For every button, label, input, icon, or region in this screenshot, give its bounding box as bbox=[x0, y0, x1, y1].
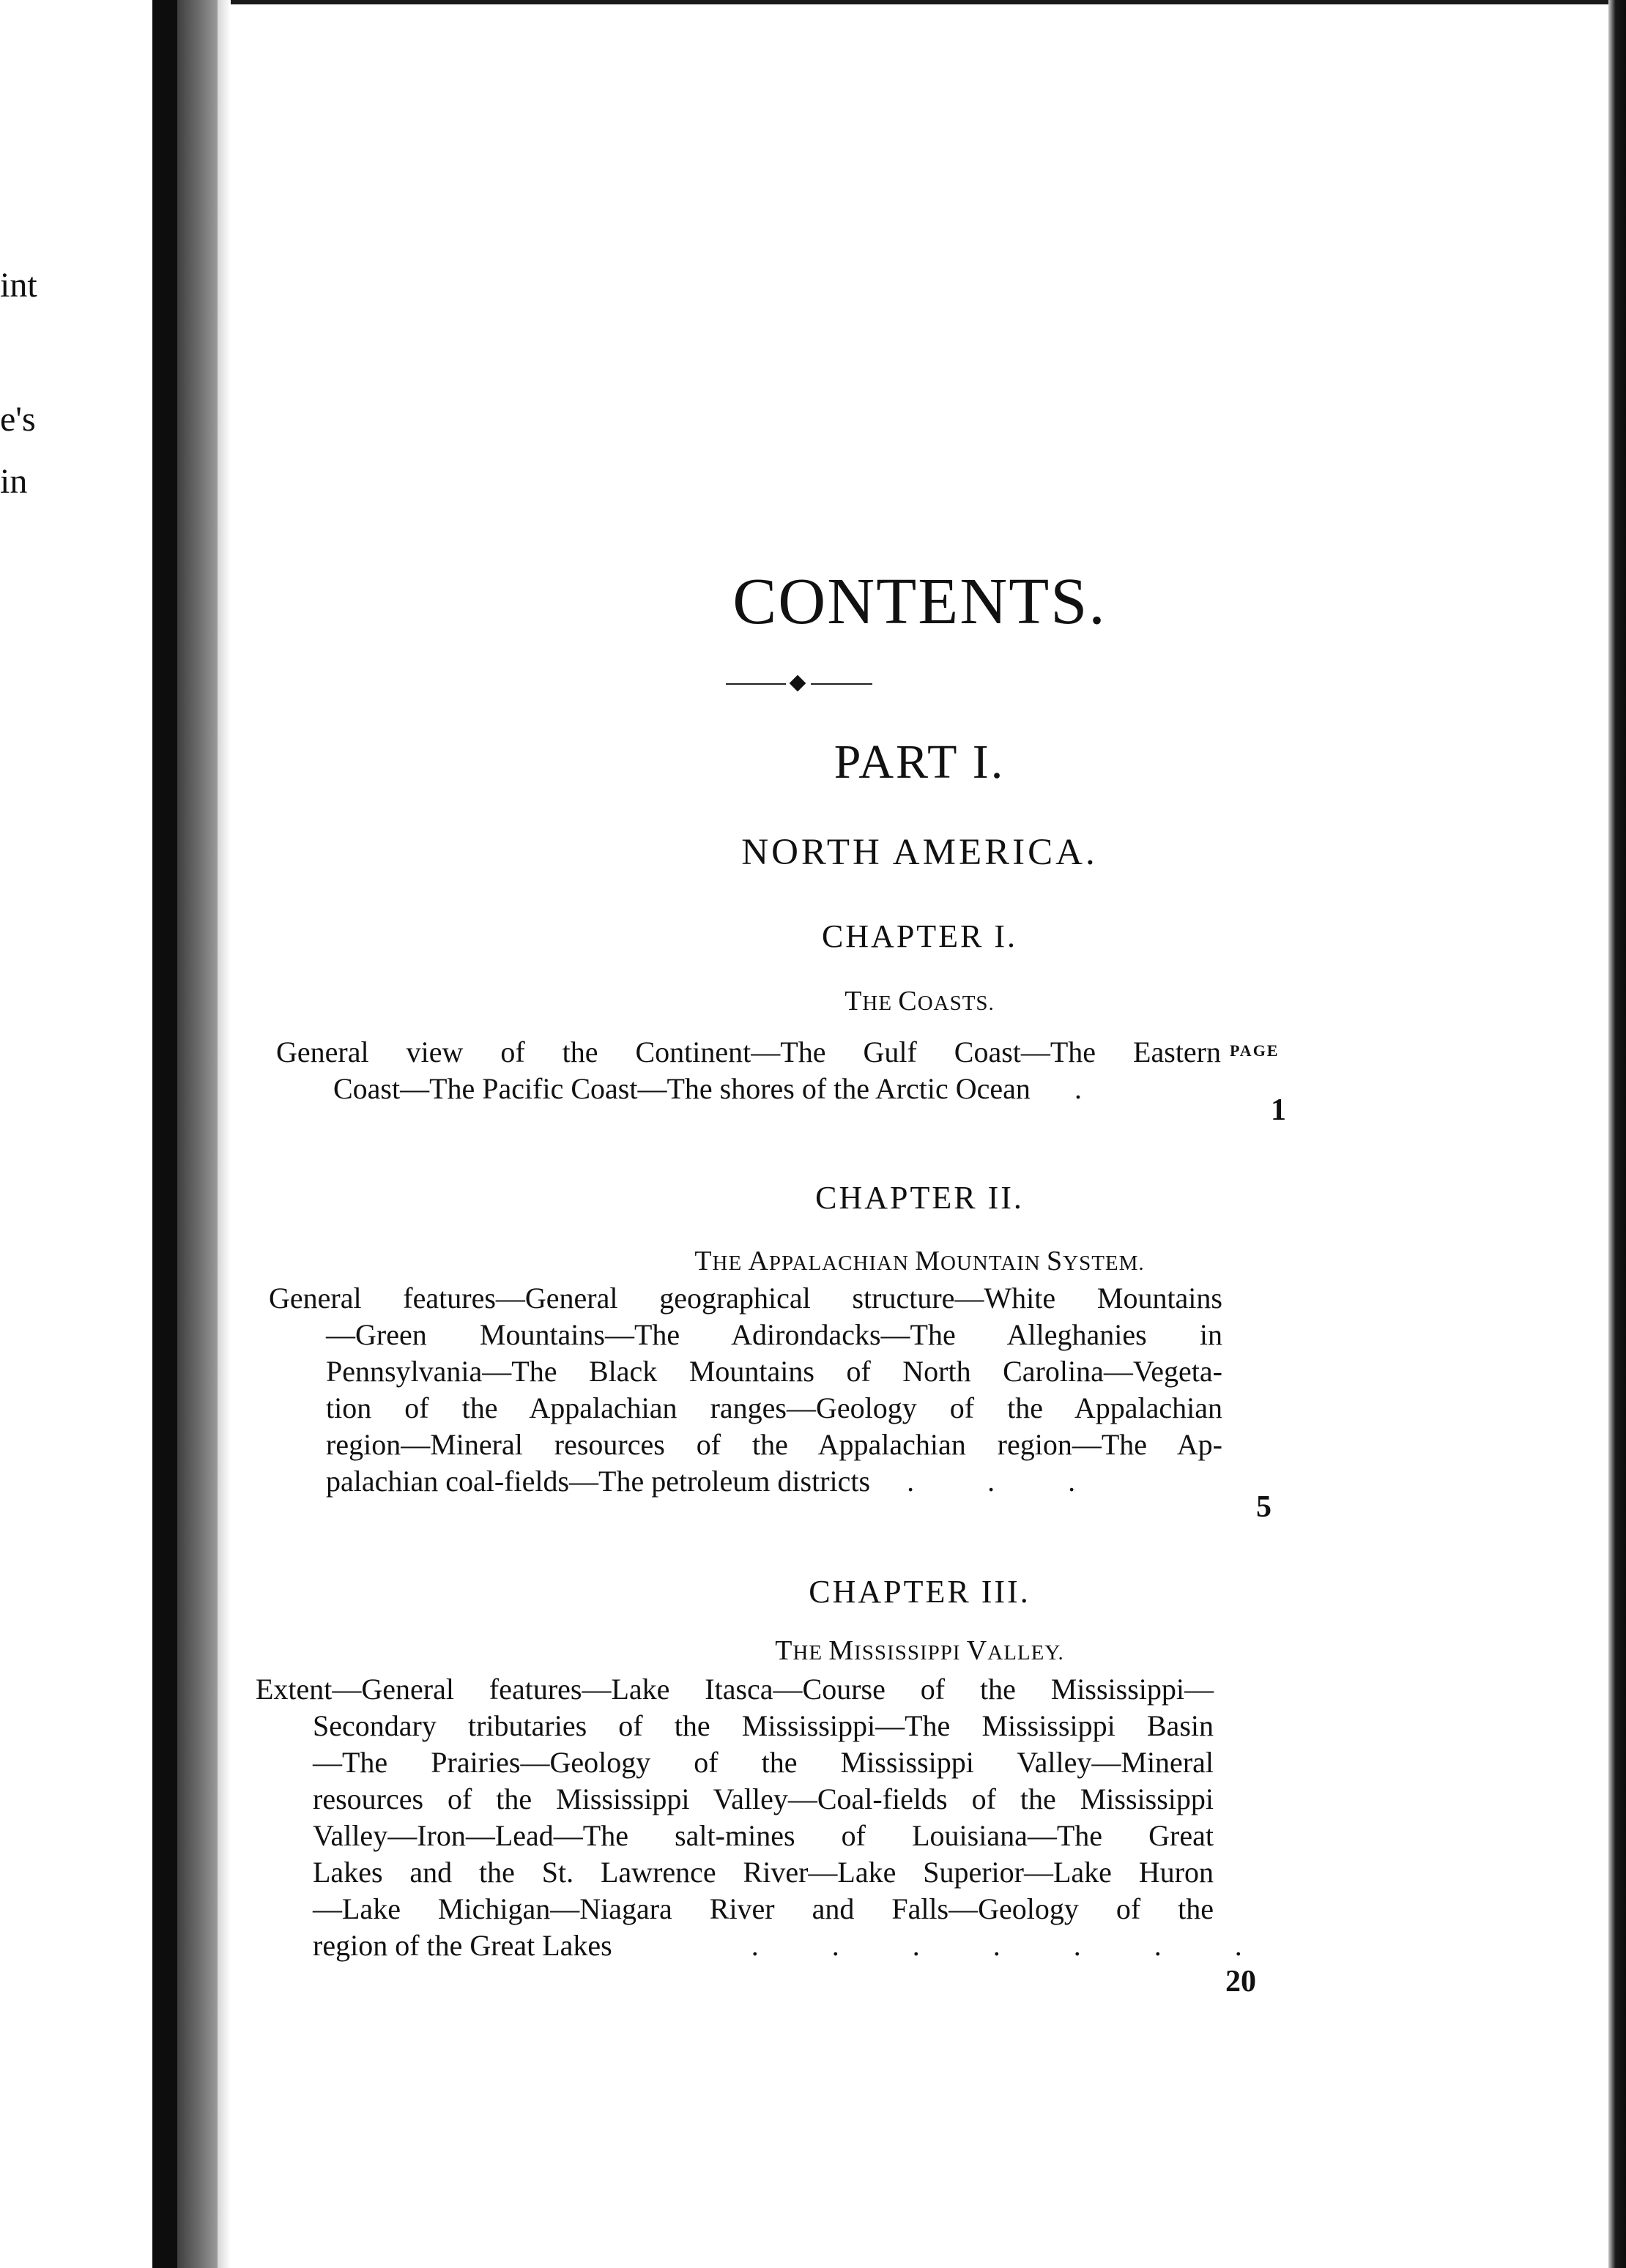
summary-line: General features—General geographical structure—White Mountains bbox=[269, 1282, 1222, 1315]
chapter-heading: CHAPTER II. bbox=[815, 1180, 1024, 1216]
summary-line: tion of the Appalachian ranges—Geology of the Appalachian bbox=[326, 1391, 1222, 1424]
page-column-label: PAGE bbox=[1230, 1041, 1280, 1060]
title-ornament bbox=[726, 677, 872, 691]
facing-page-fragment: e's bbox=[0, 400, 36, 439]
summary-line: —The Prairies—Geology of the Mississippi Valley—Mineral bbox=[313, 1746, 1214, 1779]
chapter-title: THE MISSISSIPPI VALLEY. bbox=[775, 1635, 1064, 1666]
book-gutter-gradient bbox=[177, 0, 218, 2268]
page-title: CONTENTS. bbox=[732, 565, 1107, 638]
summary-line: Coast—The Pacific Coast—The shores of the Arctic Ocean . bbox=[333, 1072, 1082, 1105]
ornament-rule-right bbox=[811, 683, 872, 685]
facing-page-fragment: int bbox=[0, 266, 37, 305]
summary-line: palachian coal-fields—The petroleum districts . . . bbox=[326, 1465, 1076, 1498]
page-number: 20 bbox=[1225, 1965, 1256, 1999]
dot-leader: . bbox=[1074, 1072, 1082, 1105]
region-heading: NORTH AMERICA. bbox=[741, 832, 1098, 873]
chapter-heading: CHAPTER I. bbox=[821, 918, 1018, 954]
summary-line: Secondary tributaries of the Mississippi—The Mississippi Basin bbox=[313, 1709, 1214, 1742]
page-number: 1 bbox=[1271, 1093, 1286, 1127]
summary-line: region—Mineral resources of the Appalachian region—The Ap- bbox=[326, 1428, 1222, 1461]
book-gutter-shadow bbox=[152, 0, 177, 2268]
ornament-rule-left bbox=[726, 683, 786, 685]
chapter-title: THE COASTS. bbox=[844, 986, 995, 1016]
summary-line: General view of the Continent—The Gulf Coast—The Eastern bbox=[276, 1036, 1221, 1068]
summary-line: —Lake Michigan—Niagara River and Falls—Geology of the bbox=[313, 1892, 1214, 1925]
facing-page-fragment: in bbox=[0, 462, 28, 501]
contents-page bbox=[231, 0, 1608, 2268]
page-number: 5 bbox=[1256, 1490, 1272, 1524]
part-heading: PART I. bbox=[834, 735, 1006, 789]
page-right-edge bbox=[1608, 0, 1626, 2268]
summary-line: Lakes and the St. Lawrence River—Lake Superior—Lake Huron bbox=[313, 1856, 1214, 1889]
dot-leader: . . . . . . . bbox=[751, 1929, 1242, 1962]
summary-line: Pennsylvania—The Black Mountains of North Carolina—Vegeta- bbox=[326, 1355, 1222, 1388]
chapter-summary bbox=[269, 1280, 1222, 1500]
summary-line: Valley—Iron—Lead—The salt-mines of Louisiana—The Great bbox=[313, 1819, 1214, 1852]
chapter-summary bbox=[256, 1671, 1242, 1964]
summary-line: region of the Great Lakes . . . . . . . bbox=[313, 1929, 1242, 1962]
chapter-heading: CHAPTER III. bbox=[809, 1574, 1031, 1610]
book-gutter-fade bbox=[218, 0, 231, 2268]
chapter-summary bbox=[276, 1034, 1221, 1107]
summary-line: —Green Mountains—The Adirondacks—The Alleghanies in bbox=[326, 1318, 1222, 1351]
facing-page-margin bbox=[0, 0, 152, 2268]
summary-line: Extent—General features—Lake Itasca—Course of the Mississippi— bbox=[256, 1673, 1214, 1706]
dot-leader: . . . bbox=[907, 1465, 1076, 1498]
diamond-ornament-icon bbox=[790, 675, 806, 692]
summary-line: resources of the Mississippi Valley—Coal-fields of the Mississippi bbox=[313, 1782, 1214, 1815]
chapter-title: THE APPALACHIAN MOUNTAIN SYSTEM. bbox=[694, 1246, 1145, 1276]
